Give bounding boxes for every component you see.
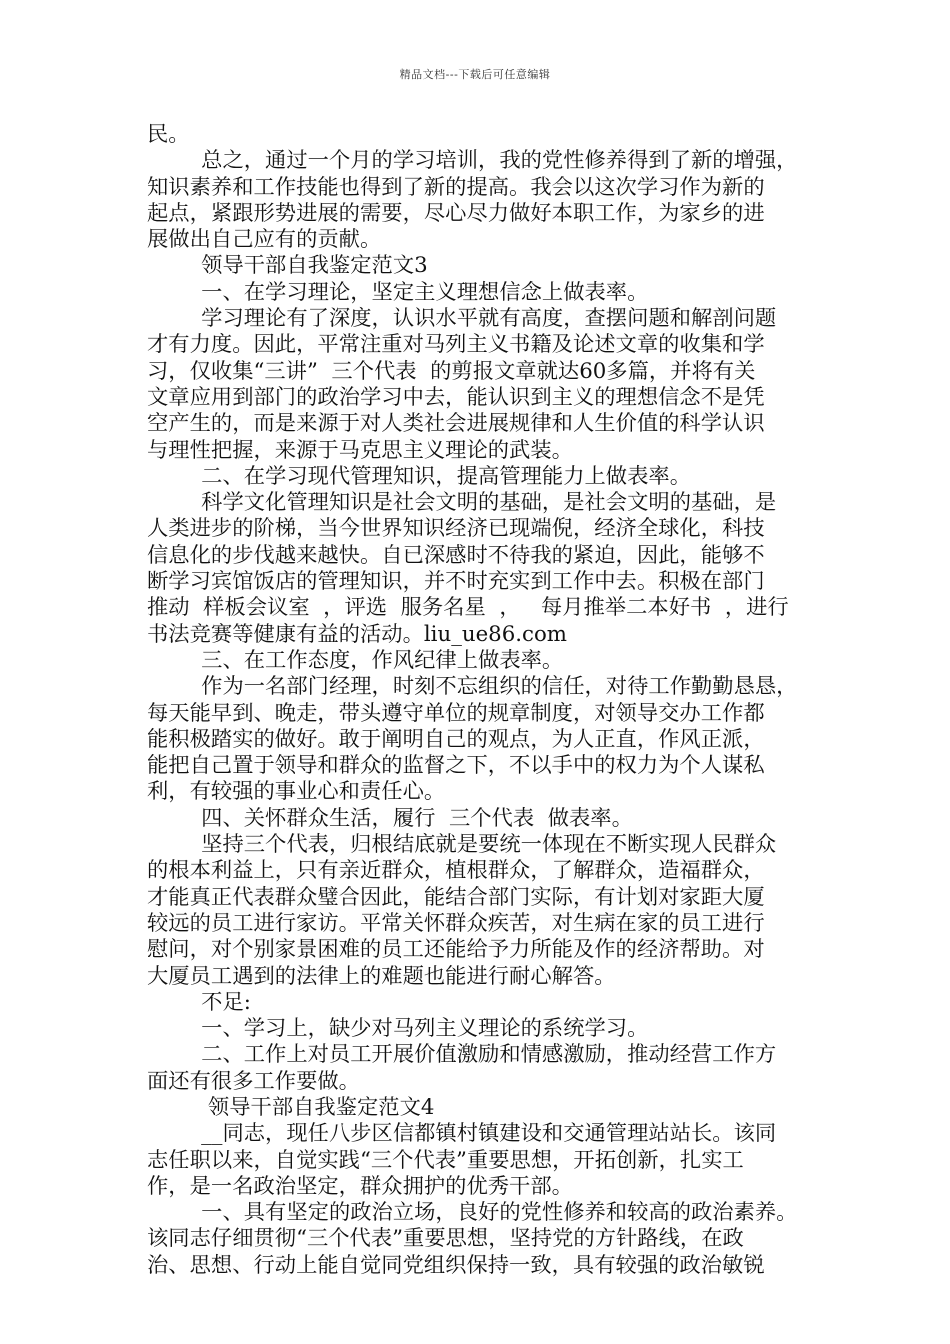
text-line: 才有力度。因此，平常注重对马列主义书籍及论述文章的收集和学 (147, 332, 765, 358)
text-line: 作为一名部门经理，时刻不忘组织的信任，对待工作勤勤恳恳， (147, 674, 798, 700)
text-line: 志任职以来，自觉实践“三个代表”重要思想，开拓创新，扎实工 (147, 1147, 744, 1173)
text-line: 的根本利益上，只有亲近群众，植根群众，了解群众，造福群众， (147, 858, 765, 884)
text-line: 每天能早到、晚走，带头遵守单位的规章制度，对领导交办工作都 (147, 700, 765, 726)
text-line: 展做出自己应有的贡献。 (147, 227, 382, 253)
text-line: 书法竞赛等健康有益的活动。liu_ue86.com (147, 621, 567, 647)
text-line: 不足: (147, 989, 251, 1015)
text-line: 民。 (147, 122, 190, 147)
page-header: 精品文档---下载后可任意编辑 (399, 68, 551, 81)
text-line: 一、学习上，缺少对马列主义理论的系统学习。 (147, 1016, 649, 1042)
text-line: 知识素养和工作技能也得到了新的提高。我会以这次学习作为新的 (147, 174, 765, 200)
text-line: 能把自己置于领导和群众的监督之下，不以手中的权力为个人谋私 (147, 753, 765, 779)
text-line: 面还有很多工作要做。 (147, 1068, 360, 1094)
text-line: 大厦员工遇到的法律上的难题也能进行耐心解答。 (147, 963, 616, 989)
text-line: 能积极踏实的做好。敢于阐明自己的观点，为人正直，作风正派， (147, 726, 765, 752)
section-heading: 领导干部自我鉴定范文4 (147, 1094, 435, 1120)
text-line: 推动 样板会议室 ，评选 服务名星 ， 每月推举二本好书 ，进行 (147, 595, 789, 621)
text-line: 二、在学习现代管理知识，提高管理能力上做表率。 (147, 463, 691, 489)
text-line: 二、工作上对员工开展价值激励和情感激励，推动经营工作方 (147, 1042, 777, 1068)
text-line: 空产生的，而是来源于对人类社会进展规律和人生价值的科学认识 (147, 411, 765, 437)
text-line: 文章应用到部门的政治学习中去，能认识到主义的理想信念不是凭 (147, 384, 765, 410)
text-line: 一、在学习理论，坚定主义理想信念上做表率。 (147, 279, 649, 305)
text-line: 利，有较强的事业心和责任心。 (147, 779, 446, 805)
text-line: __同志，现任八步区信都镇村镇建设和交通管理站站长。该同 (147, 1121, 777, 1147)
text-line: 三、在工作态度，作风纪律上做表率。 (147, 647, 564, 673)
section-heading: 领导干部自我鉴定范文3 (147, 253, 428, 279)
text-line: 治、思想、行动上能自觉同党组织保持一致，具有较强的政治敏锐 (147, 1252, 765, 1278)
text-line: 习，仅收集“三讲” 三个代表 的剪报文章就达60多篇，并将有关 (147, 358, 756, 384)
text-line: 与理性把握，来源于马克思主义理论的武装。 (147, 437, 573, 463)
text-line: 慰问，对个别家景困难的员工还能给予力所能及作的经济帮助。对 (147, 937, 765, 963)
text-line: 作，是一名政治坚定，群众拥护的优秀干部。 (147, 1173, 573, 1199)
text-line: 学习理论有了深度，认识水平就有高度，查摆问题和解剖问题 (147, 306, 777, 332)
text-line: 坚持三个代表，归根结底就是要统一体现在不断实现人民群众 (147, 832, 777, 858)
text-line: 科学文化管理知识是社会文明的基础，是社会文明的基础，是 (147, 490, 777, 516)
text-line: 才能真正代表群众璧合因此，能结合部门实际，有计划对家距大厦 (147, 884, 765, 910)
text-line: 总之，通过一个月的学习培训，我的党性修养得到了新的增强， (147, 148, 798, 174)
text-line: 一、具有坚定的政治立场，良好的党性修养和较高的政治素养。 (147, 1200, 798, 1226)
text-line: 断学习宾馆饭店的管理知识，并不时充实到工作中去。积极在部门 (147, 569, 765, 595)
text-line: 信息化的步伐越来越快。自已深感时不待我的紧迫，因此，能够不 (147, 542, 765, 568)
text-line: 起点，紧跟形势进展的需要，尽心尽力做好本职工作，为家乡的进 (147, 200, 765, 226)
text-line: 该同志仔细贯彻“三个代表”重要思想，坚持党的方针路线，在政 (147, 1226, 744, 1252)
text-line: 四、关怀群众生活，履行 三个代表 做表率。 (147, 805, 633, 831)
text-line: 较远的员工进行家访。平常关怀群众疾苦，对生病在家的员工进行 (147, 910, 765, 936)
document-body (147, 122, 827, 1279)
text-line: 人类进步的阶梯，当今世界知识经济已现端倪，经济全球化，科技 (147, 516, 765, 542)
